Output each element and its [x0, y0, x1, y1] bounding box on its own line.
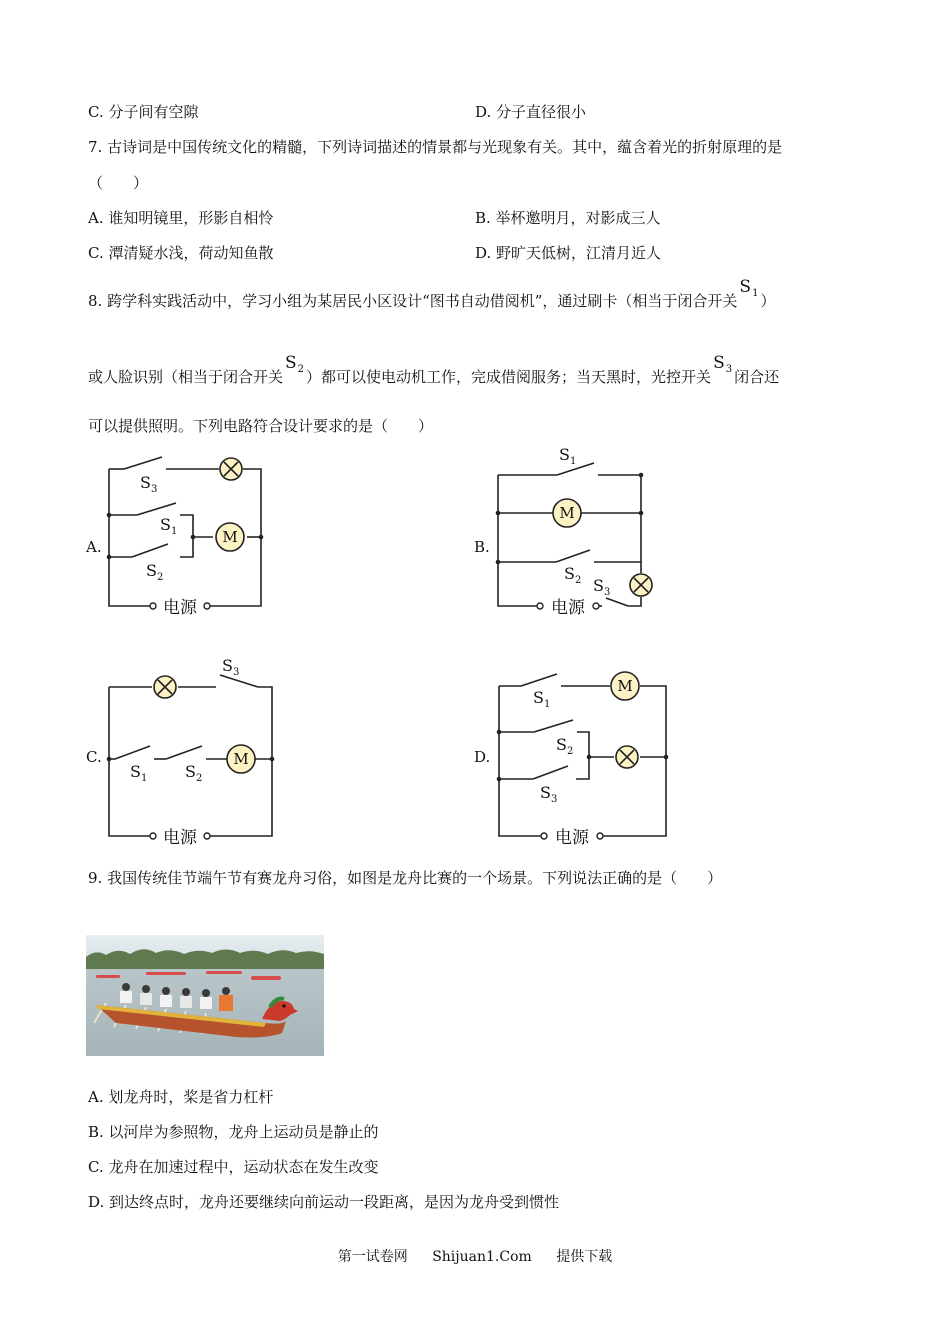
footer-site-name: 第一试卷网: [337, 1249, 408, 1265]
q8-stem-line2: 或人脸识别（相当于闭合开关$S_2$ ）都可以使电动机工作，完成借阅服务；当天黑时，光控开关$S_3$ 闭合还: [88, 353, 780, 386]
footer-site-url[interactable]: Shijuan1.Com: [432, 1249, 532, 1265]
switch-s3-symbol: $S_3$: [713, 353, 733, 375]
q7-option-b: B. 举杯邀明月，对影成三人: [475, 209, 661, 227]
switch-label: $S_3$: [540, 783, 558, 805]
q7-paren: （ ）: [88, 174, 149, 192]
switch-label: $S_1$: [559, 445, 577, 467]
q8-stem-line3: 可以提供照明。下列电路符合设计要求的是（ ）: [88, 417, 434, 435]
option-label-c: C.: [86, 748, 102, 766]
q6-option-c: C. 分子间有空隙: [88, 103, 199, 121]
switch-s2-symbol: $S_2$: [285, 353, 305, 375]
switch-label: $S_2$: [185, 762, 203, 784]
power-label: 电源: [163, 828, 197, 848]
motor-label: M: [233, 750, 249, 768]
circuit-diagrams: [0, 440, 950, 860]
q9-option-b: B. 以河岸为参照物，龙舟上运动员是静止的: [88, 1123, 379, 1141]
q9-stem: 9. 我国传统佳节端午节有赛龙舟习俗，如图是龙舟比赛的一个场景。下列说法正确的是（ ）: [88, 869, 723, 887]
lamp-icon: [630, 574, 652, 596]
q9-option-a: A. 划龙舟时，桨是省力杠杆: [88, 1088, 274, 1106]
lamp-icon: [154, 676, 176, 698]
motor-label: M: [617, 677, 633, 695]
lamp-icon: [616, 746, 638, 768]
lamp-icon: [220, 458, 242, 480]
q7-stem: 7. 古诗词是中国传统文化的精髓，下列诗词描述的情景都与光现象有关。其中，蕴含着光的折射原理的是: [88, 138, 783, 156]
motor-label: M: [559, 504, 575, 522]
q9-option-d: D. 到达终点时，龙舟还要继续向前运动一段距离，是因为龙舟受到惯性: [88, 1193, 560, 1211]
option-label-a: A.: [86, 538, 102, 556]
circuit-d: [499, 674, 666, 836]
power-label: 电源: [163, 598, 197, 618]
q7-option-a: A. 谁知明镜里，形影自相怜: [88, 209, 274, 227]
power-label: 电源: [555, 828, 589, 848]
switch-label: $S_2$: [556, 735, 574, 757]
page-footer: [0, 1246, 950, 1266]
option-label-d: D.: [474, 748, 491, 766]
dragon-boat-photo: [86, 935, 324, 1056]
q7-option-d: D. 野旷天低树，江清月近人: [475, 244, 662, 262]
q6-option-d: D. 分子直径很小: [475, 103, 587, 121]
power-label: 电源: [551, 598, 585, 618]
switch-label: $S_1$: [160, 515, 178, 537]
switch-label: $S_3$: [222, 656, 240, 678]
option-label-b: B.: [474, 538, 490, 556]
q8-stem-line1: 8. 跨学科实践活动中，学习小组为某居民小区设计“图书自动借阅机”，通过刷卡（相当于闭合开关$S_1$ ）: [88, 277, 776, 310]
switch-label: $S_3$: [140, 473, 158, 495]
q9-option-c: C. 龙舟在加速过程中，运动状态在发生改变: [88, 1158, 379, 1176]
switch-label: $S_1$: [533, 688, 551, 710]
switch-label: $S_2$: [564, 564, 582, 586]
switch-label: $S_2$: [146, 561, 164, 583]
motor-label: M: [222, 528, 238, 546]
q7-option-c: C. 潭清疑水浅，荷动知鱼散: [88, 244, 274, 262]
footer-download-text: 提供下载: [556, 1249, 613, 1265]
switch-label: $S_1$: [130, 762, 148, 784]
switch-label: $S_3$: [593, 576, 611, 598]
switch-s1-symbol: $S_1$: [739, 277, 759, 299]
circuit-b: [498, 463, 641, 606]
